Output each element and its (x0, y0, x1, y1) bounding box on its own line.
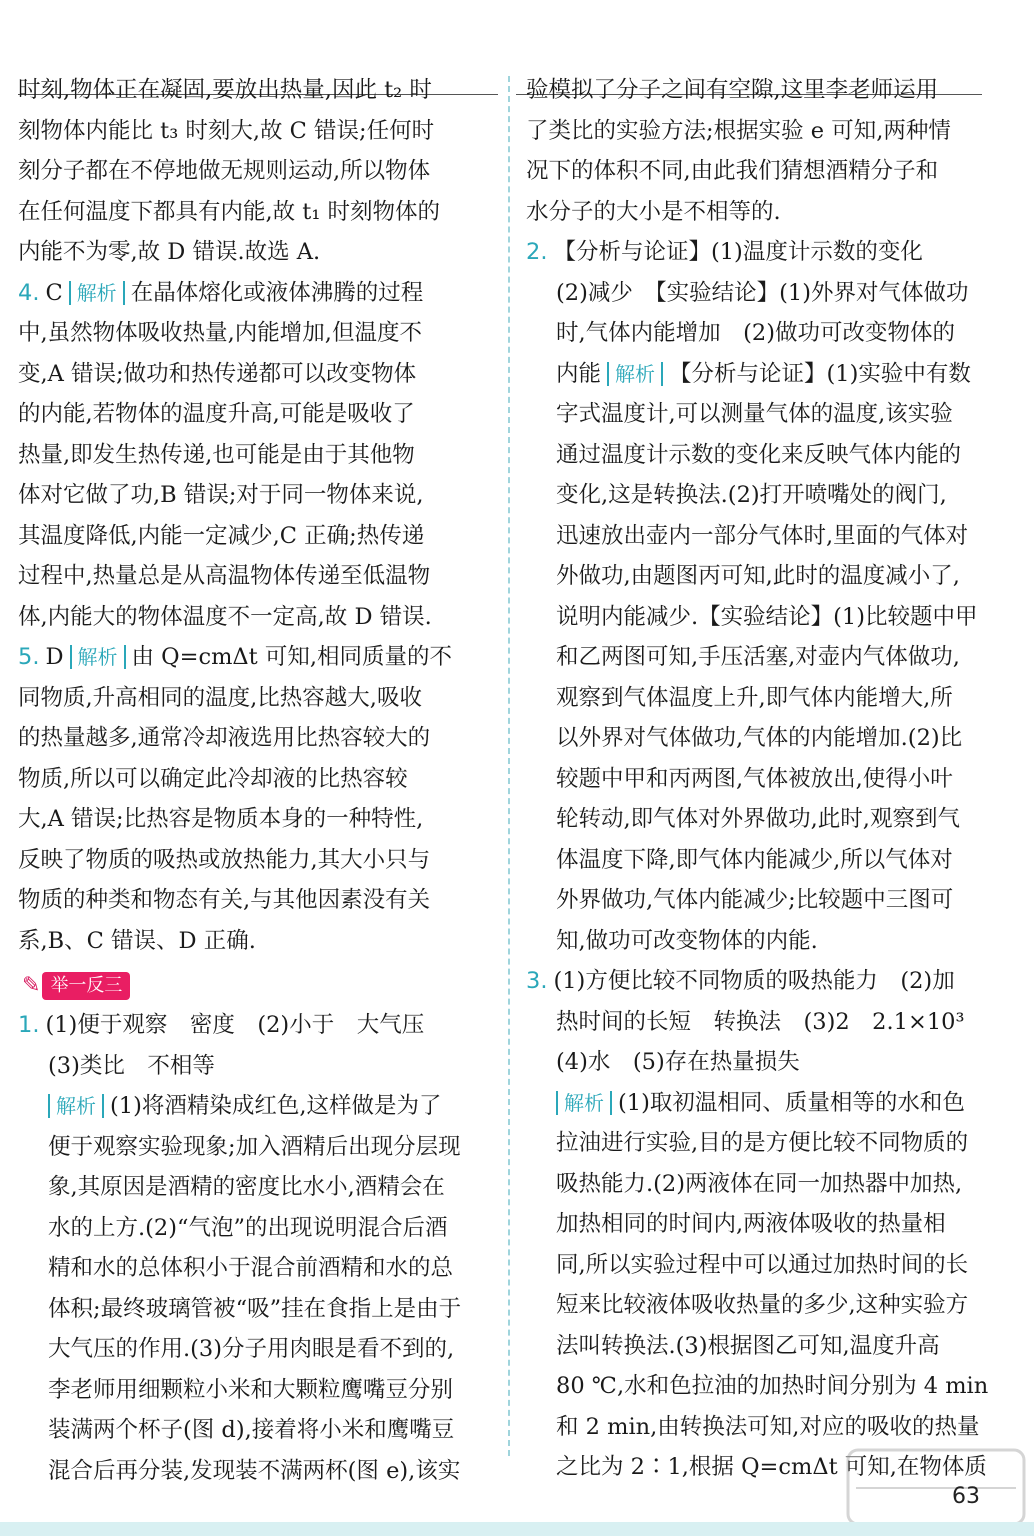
text-line: 在晶体熔化或液体沸腾的过程 (130, 279, 424, 306)
text-line: 同物质,升高相同的温度,比热容越大,吸收 (18, 684, 422, 711)
text-line: 在任何温度下都具有内能,故 t₁ 时刻物体的 (18, 198, 441, 225)
analysis-tag: 解析 (48, 1094, 104, 1118)
text-line: 变,A 错误;做功和热传递都可以改变物体 (18, 360, 417, 387)
text-line: 外界做功,气体内能减少;比较题中三图可 (556, 887, 954, 913)
text-line: 物质,所以可以确定此冷却液的比热容较 (18, 765, 408, 792)
section-badge-label: 举一反三 (42, 972, 130, 1000)
analysis-tag: 解析 (70, 645, 126, 669)
text-line: 知,做功可改变物体的内能. (556, 927, 818, 954)
practice-1 (18, 1005, 488, 1491)
pencil-icon: ✎ (22, 972, 41, 998)
text-line: 混合后再分装,发现装不满两杯(图 e),该实 (48, 1457, 461, 1484)
text-line: 以外界对气体做功,气体的内能增加.(2)比 (556, 725, 963, 751)
answer-text: (1)便于观察 密度 (2)小于 大气压 (45, 1012, 425, 1039)
text-line: 拉油进行实验,目的是方便比较不同物质的 (556, 1130, 969, 1156)
answer-text: 时,气体内能增加 (2)做功可改变物体的 (556, 320, 956, 346)
text-line: 短来比较液体吸收热量的多少,这种实验方 (556, 1292, 969, 1318)
section-badge (22, 969, 130, 1003)
text-line: 外做功,由题图丙可知,此时的温度减小了, (556, 563, 960, 589)
question-number: 3. (526, 968, 548, 994)
text-line: 刻分子都在不停地做无规则运动,所以物体 (18, 158, 431, 184)
text-line: 体积;最终玻璃管被“吸”挂在食指上是由于 (48, 1295, 462, 1322)
answer-text: (2)减少 【实验结论】(1)外界对气体做功 (556, 279, 969, 306)
watermark-logo (846, 1448, 1026, 1526)
footer-band (0, 1522, 1034, 1536)
text-line: 过程中,热量总是从高温物体传递至低温物 (18, 563, 431, 589)
text-line: 了类比的实验方法;根据实验 e 可知,两种情 (526, 117, 951, 144)
text-line: 物质的种类和物态有关,与其他因素没有关 (18, 887, 431, 913)
text-line: 象,其原因是酒精的密度比水小,酒精会在 (48, 1174, 445, 1201)
left-column (18, 70, 488, 1491)
text-line: 法叫转换法.(3)根据图乙可知,温度升高 (556, 1332, 940, 1359)
analysis-tag: 解析 (607, 362, 663, 386)
text-line: 其温度降低,内能一定减少,C 正确;热传递 (18, 522, 425, 549)
text-line: (1)将酒精染成红色,这样做是为了 (110, 1093, 442, 1120)
text-line: 况下的体积不同,由此我们猜想酒精分子和 (526, 158, 939, 184)
question-5 (18, 637, 488, 961)
question-4 (18, 273, 488, 638)
text-line: 热量,即发生热传递,也可能是由于其他物 (18, 441, 415, 468)
text-line: 较题中甲和丙两图,气体被放出,使得小叶 (556, 765, 953, 792)
analysis-tag: 解析 (556, 1091, 612, 1115)
text-line: 观察到气体温度上升,即气体内能增大,所 (556, 684, 953, 711)
text-line: 加热相同的时间内,两液体吸收的热量相 (556, 1211, 946, 1237)
practice-2 (526, 232, 1006, 961)
text-line: 大气压的作用.(3)分子用肉眼是看不到的, (48, 1336, 455, 1363)
question-number: 2. (526, 239, 548, 265)
right-column (526, 70, 1006, 1488)
text-line: 体温度下降,即气体内能减少,所以气体对 (556, 846, 953, 873)
text-line: 中,虽然物体吸收热量,内能增加,但温度不 (18, 320, 422, 346)
text-line: 同,所以实验过程中可以通过加热时间的长 (556, 1251, 969, 1278)
answer-letter: D (45, 644, 64, 670)
text-line: 通过温度计示数的变化来反映气体内能的 (556, 441, 962, 468)
text-line: 和 2 min,由转换法可知,对应的吸收的热量 (556, 1413, 980, 1440)
text-line: 字式温度计,可以测量气体的温度,该实验 (556, 401, 953, 427)
text-line: 和乙两图可知,手压活塞,对壶内气体做功, (556, 644, 960, 670)
question-number: 5. (18, 644, 40, 670)
question-number: 4. (18, 279, 40, 306)
answer-text: (4)水 (5)存在热量损失 (556, 1049, 800, 1075)
text-line: 装满两个杯子(图 d),接着将小米和鹰嘴豆 (48, 1417, 455, 1444)
text-line: 验模拟了分子之间有空隙,这里李老师运用 (526, 77, 939, 103)
page-number: 63 (952, 1484, 980, 1509)
text-line: 便于观察实验现象;加入酒精后出现分层现 (48, 1133, 461, 1160)
answer-text: (3)类比 不相等 (48, 1052, 215, 1079)
text-line: 反映了物质的吸热或放热能力,其大小只与 (18, 846, 431, 873)
text-line: 体对它做了功,B 错误;对于同一物体来说, (18, 482, 424, 508)
answer-letter: C (45, 279, 63, 306)
text-line: 时刻,物体正在凝固,要放出热量,因此 t₂ 时 (18, 77, 432, 103)
text-line: 大,A 错误;比热容是物质本身的一种特性, (18, 806, 424, 832)
column-divider (508, 76, 510, 1456)
text-line: 的内能,若物体的温度升高,可能是吸收了 (18, 401, 415, 427)
question-number: 1. (18, 1012, 40, 1039)
text-line: 精和水的总体积小于混合前酒精和水的总 (48, 1255, 454, 1282)
answer-text: (1)方便比较不同物质的吸热能力 (2)加 (553, 968, 955, 994)
text-line: 水分子的大小是不相等的. (526, 198, 781, 225)
text-line: 吸热能力.(2)两液体在同一加热器中加热, (556, 1170, 963, 1197)
answer-text: 内能 (556, 360, 602, 387)
text-line: 迅速放出壶内一部分气体时,里面的气体对 (556, 522, 969, 549)
text-line: 的热量越多,通常冷却液选用比热容较大的 (18, 725, 431, 751)
text-line: 说明内能减少.【实验结论】(1)比较题中甲 (556, 603, 978, 630)
q3-continuation (18, 70, 488, 273)
text-line: 之比为 2∶1,根据 Q=cmΔt 可知,在物体质 (556, 1454, 987, 1480)
text-line: 80 ℃,水和色拉油的加热时间分别为 4 min (556, 1373, 989, 1399)
text-line: 内能不为零,故 D 错误.故选 A. (18, 239, 321, 265)
text-line: (1)取初温相同、质量相等的水和色 (618, 1089, 965, 1116)
text-line: 变化,这是转换法.(2)打开喷嘴处的阀门, (556, 482, 947, 508)
text-line: 水的上方.(2)“气泡”的出现说明混合后酒 (48, 1214, 448, 1241)
practice-3 (526, 961, 1006, 1488)
text-line: 系,B、C 错误、D 正确. (18, 927, 256, 954)
text-line: 体,内能大的物体温度不一定高,故 D 错误. (18, 603, 432, 630)
analysis-tag: 解析 (69, 281, 125, 305)
text-line: 由 Q=cmΔt 可知,相同质量的不 (131, 644, 452, 670)
text-line: 轮转动,即气体对外界做功,此时,观察到气 (556, 806, 960, 832)
text-line: 李老师用细颗粒小米和大颗粒鹰嘴豆分别 (48, 1376, 454, 1403)
practice-1-continuation (526, 70, 1006, 232)
answer-text: 热时间的长短 转换法 (3)2 2.1×10³ (556, 1008, 965, 1035)
answer-text: 【分析与论证】(1)温度计示数的变化 (553, 239, 923, 265)
text-line: 刻物体内能比 t₃ 时刻大,故 C 错误;任何时 (18, 117, 435, 144)
text-line: 【分析与论证】(1)实验中有数 (669, 360, 971, 387)
